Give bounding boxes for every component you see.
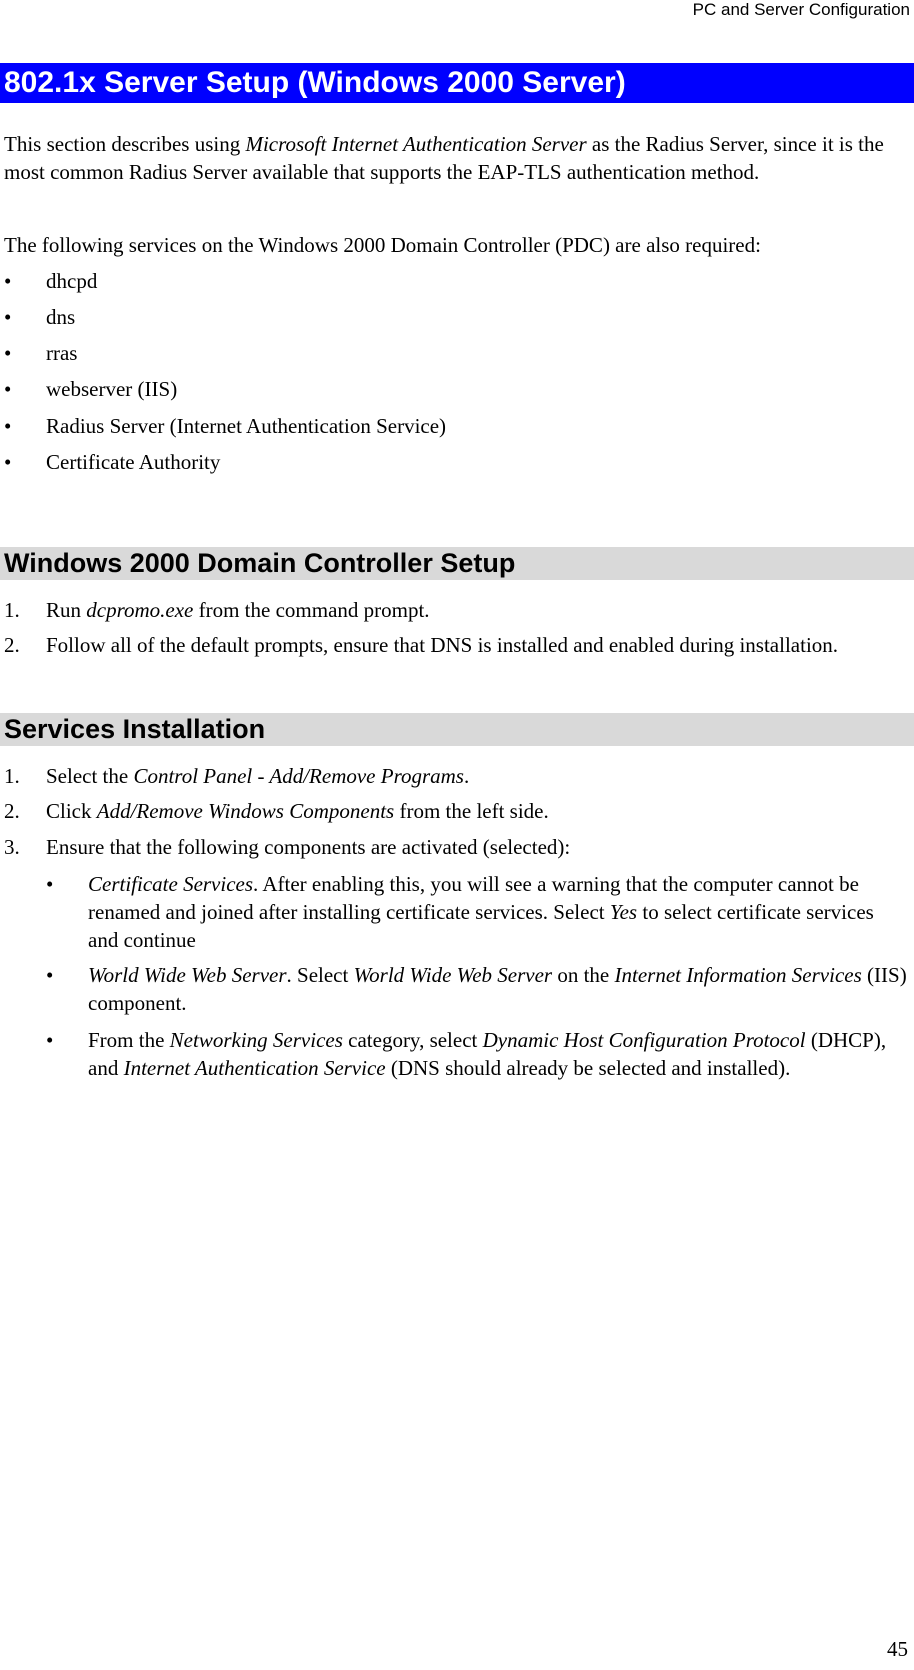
bullet-icon: •: [46, 963, 54, 987]
install-step-3: [4, 833, 909, 861]
component-item-networking-services: [46, 1026, 909, 1082]
component-description-mid: (DHCP), and: [88, 1028, 887, 1080]
list-item: [4, 339, 909, 367]
component-description-start: From the: [88, 1028, 170, 1052]
component-description-end: (IIS) component.: [88, 963, 907, 1015]
menu-path: Add/Remove Windows Components: [96, 799, 395, 823]
menu-path: Control Panel - Add/Remove Programs: [133, 764, 464, 788]
component-name: World Wide Web Server: [88, 963, 287, 987]
step-number: 2.: [4, 799, 20, 823]
component-name: Certificate Services: [88, 872, 254, 896]
parent-component-name: Internet Information Services: [614, 963, 862, 987]
category-name: Networking Services: [169, 1028, 343, 1052]
step-number: 1.: [4, 598, 20, 622]
required-services-intro: The following services on the Windows 2000 Domain Controller (PDC) are also required:: [4, 233, 761, 257]
bullet-icon: •: [4, 377, 12, 401]
step-text-end: .: [463, 764, 470, 788]
service-name: rras: [46, 341, 78, 365]
service-name: dhcpd: [46, 269, 98, 293]
step-text: [46, 762, 909, 790]
bullet-icon: •: [4, 305, 12, 329]
component-name-repeat: World Wide Web Server: [353, 963, 553, 987]
component-name-dhcp: Dynamic Host Configuration Protocol: [482, 1028, 806, 1052]
step-text: Ensure that the following components are activated (selected):: [46, 835, 571, 859]
intro-paragraph: [4, 130, 904, 186]
step-text: Follow all of the default prompts, ensure that DNS is installed and enabled during installation.: [46, 633, 839, 657]
intro-text-end: as the Radius Server, since it is the most common Radius Server available that supports the EAP-TLS authentication method.: [4, 132, 884, 184]
list-item: [4, 375, 909, 403]
list-item: [4, 303, 909, 331]
service-name: Certificate Authority: [46, 450, 221, 474]
service-name: dns: [46, 305, 76, 329]
section-heading-dc-setup: Windows 2000 Domain Controller Setup: [0, 547, 914, 580]
component-description-end: to select certificate services and continue: [88, 900, 874, 952]
component-description: . After enabling this, you will see a warning that the computer cannot be renamed and joined after installing certificate services. Select: [88, 872, 859, 924]
step-number: 1.: [4, 764, 20, 788]
option-yes: Yes: [609, 900, 638, 924]
component-text: [88, 961, 909, 1017]
step-text-start: Run: [46, 598, 87, 622]
component-text: [88, 870, 909, 954]
component-name-ias: Internet Authentication Service: [123, 1056, 386, 1080]
step-text: [46, 596, 909, 624]
component-description: . Select: [286, 963, 354, 987]
step-text: [46, 797, 909, 825]
install-step-2: [4, 797, 909, 825]
step-number: 2.: [4, 633, 20, 657]
running-header: PC and Server Configuration: [692, 0, 910, 19]
page-title: 802.1x Server Setup (Windows 2000 Server): [0, 63, 914, 103]
bullet-icon: •: [4, 269, 12, 293]
bullet-icon: •: [46, 872, 54, 896]
service-name: Radius Server (Internet Authentication Service): [46, 414, 447, 438]
bullet-icon: •: [4, 414, 12, 438]
intro-product-name: Microsoft Internet Authentication Server: [245, 132, 587, 156]
dc-step-2: [4, 631, 909, 659]
bullet-icon: •: [46, 1028, 54, 1052]
install-step-1: [4, 762, 909, 790]
list-item: [4, 412, 909, 440]
step-number: 3.: [4, 835, 20, 859]
component-description-mid: on the: [552, 963, 615, 987]
dc-step-1: [4, 596, 909, 624]
step-text-end: from the command prompt.: [193, 598, 430, 622]
step-text-start: Click: [46, 799, 97, 823]
list-item: [4, 448, 909, 476]
intro-text-start: This section describes using: [4, 132, 246, 156]
step-text-end: from the left side.: [394, 799, 549, 823]
service-name: webserver (IIS): [46, 377, 178, 401]
section-heading-services-installation: Services Installation: [0, 713, 914, 746]
component-text: [88, 1026, 909, 1082]
bullet-icon: •: [4, 450, 12, 474]
list-item: [4, 267, 909, 295]
component-description-end: (DNS should already be selected and installed).: [385, 1056, 791, 1080]
command-name: dcpromo.exe: [86, 598, 194, 622]
page-number: 45: [887, 1637, 908, 1661]
bullet-icon: •: [4, 341, 12, 365]
step-text-start: Select the: [46, 764, 134, 788]
component-item-www-server: [46, 961, 909, 1017]
component-item-certificate-services: [46, 870, 909, 954]
component-description: category, select: [342, 1028, 483, 1052]
